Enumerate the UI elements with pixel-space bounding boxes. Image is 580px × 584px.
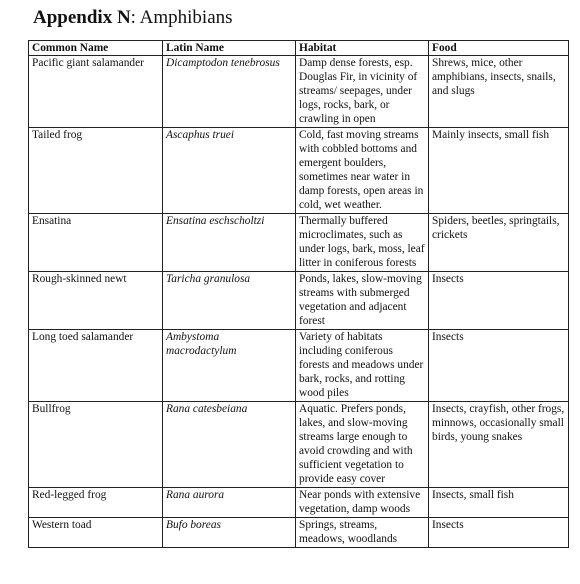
latin-name-cell: Bufo boreas — [163, 518, 296, 548]
latin-name-cell: Ensatina eschscholtzi — [163, 214, 296, 272]
latin-name-cell: Ambystoma macrodactylum — [163, 330, 296, 402]
common-name-cell: Bullfrog — [29, 402, 163, 488]
table-row — [29, 272, 569, 330]
food-cell: Mainly insects, small fish — [429, 128, 569, 214]
habitat-cell: Cold, fast moving streams with cobbled bottoms and emergent boulders, sometimes near water in damp forests, open areas in cold, wet weather. — [296, 128, 429, 214]
latin-name-cell: Dicamptodon tenebrosus — [163, 56, 296, 128]
common-name-cell: Ensatina — [29, 214, 163, 272]
food-cell: Insects — [429, 518, 569, 548]
habitat-cell: Aquatic. Prefers ponds, lakes, and slow-moving streams large enough to avoid crowding and with sufficient vegetation to provide easy cover — [296, 402, 429, 488]
latin-name-cell: Rana catesbeiana — [163, 402, 296, 488]
appendix-topic: : Amphibians — [130, 7, 233, 28]
amphibians-table — [28, 40, 569, 548]
food-cell: Shrews, mice, other amphibians, insects, snails, and slugs — [429, 56, 569, 128]
food-cell: Spiders, beetles, springtails, crickets — [429, 214, 569, 272]
food-cell: Insects, crayfish, other frogs, minnows, occasionally small birds, young snakes — [429, 402, 569, 488]
header-common-name: Common Name — [29, 41, 163, 56]
latin-name-cell: Taricha granulosa — [163, 272, 296, 330]
table-row — [29, 56, 569, 128]
table-row — [29, 330, 569, 402]
habitat-cell: Thermally buffered microclimates, such as under logs, bark, moss, leaf litter in coniferous forests — [296, 214, 429, 272]
habitat-cell: Damp dense forests, esp. Douglas Fir, in vicinity of streams/ seepages, under logs, rocks, bark, or crawling in open — [296, 56, 429, 128]
table-row — [29, 488, 569, 518]
latin-name-cell: Rana aurora — [163, 488, 296, 518]
table-row — [29, 214, 569, 272]
table-header-row — [29, 41, 569, 56]
food-cell: Insects — [429, 272, 569, 330]
table-row — [29, 128, 569, 214]
table-row — [29, 518, 569, 548]
common-name-cell: Red-legged frog — [29, 488, 163, 518]
latin-name-cell: Ascaphus truei — [163, 128, 296, 214]
common-name-cell: Rough-skinned newt — [29, 272, 163, 330]
appendix-label: Appendix N — [33, 7, 131, 28]
habitat-cell: Variety of habitats including coniferous forests and meadows under bark, rocks, and rotting wood piles — [296, 330, 429, 402]
habitat-cell: Ponds, lakes, slow-moving streams with submerged vegetation and adjacent forest — [296, 272, 429, 330]
table-row — [29, 402, 569, 488]
header-food: Food — [429, 41, 569, 56]
header-habitat: Habitat — [296, 41, 429, 56]
food-cell: Insects, small fish — [429, 488, 569, 518]
food-cell: Insects — [429, 330, 569, 402]
common-name-cell: Pacific giant salamander — [29, 56, 163, 128]
habitat-cell: Springs, streams, meadows, woodlands — [296, 518, 429, 548]
common-name-cell: Tailed frog — [29, 128, 163, 214]
page-title — [33, 6, 233, 30]
header-latin-name: Latin Name — [163, 41, 296, 56]
habitat-cell: Near ponds with extensive vegetation, damp woods — [296, 488, 429, 518]
common-name-cell: Long toed salamander — [29, 330, 163, 402]
common-name-cell: Western toad — [29, 518, 163, 548]
